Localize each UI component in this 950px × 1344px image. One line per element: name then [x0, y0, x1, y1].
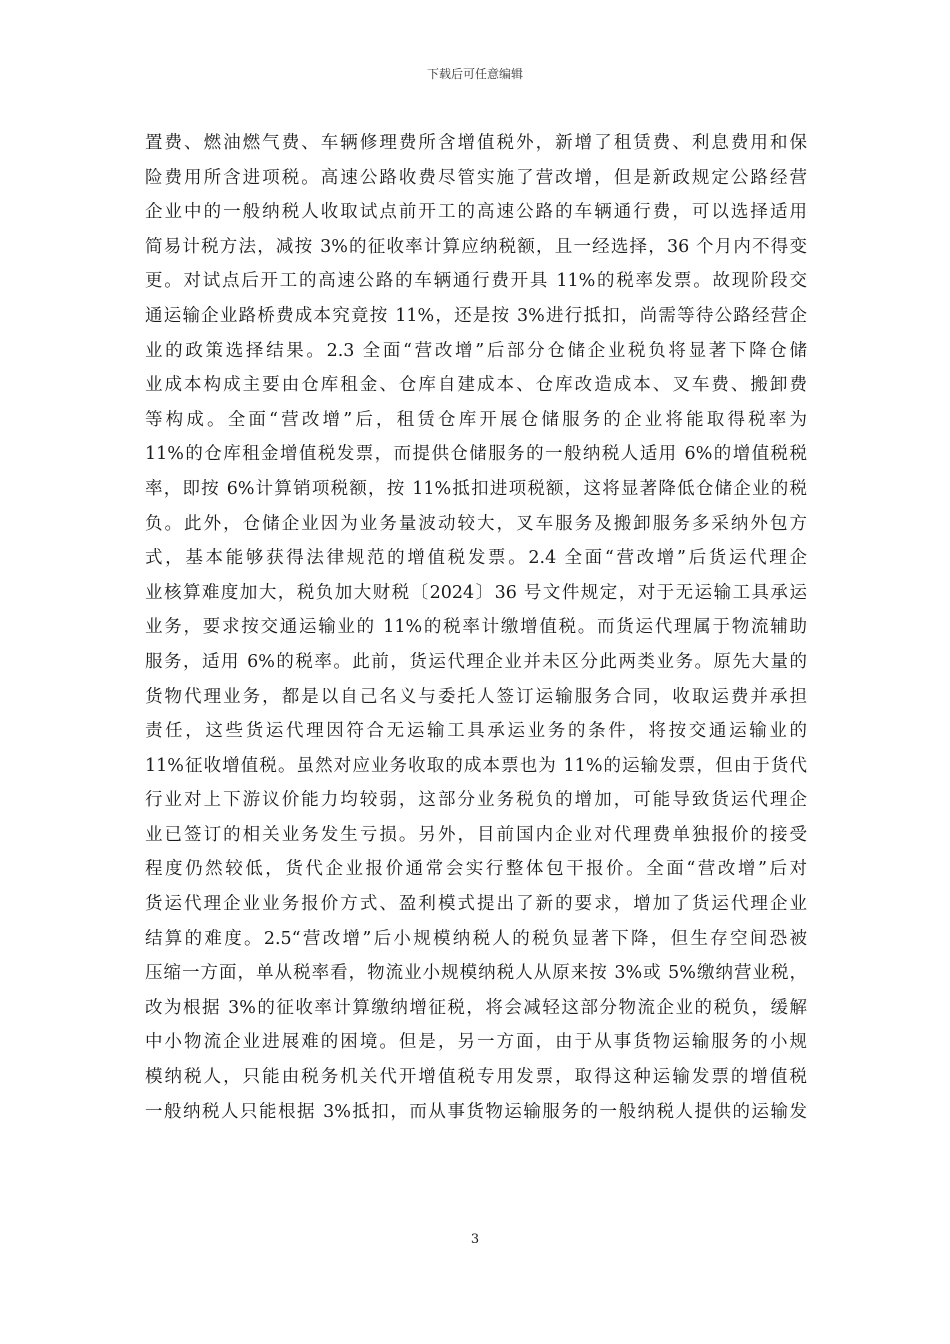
text-line: 货运代理企业业务报价方式、盈利模式提出了新的要求，增加了货运代理企业	[145, 894, 807, 915]
text-line: 结算的难度。2.5“营改增”后小规模纳税人的税负显著下降，但生存空间恐被	[145, 928, 807, 949]
text-line: 企业中的一般纳税人收取试点前开工的高速公路的车辆通行费，可以选择适用	[145, 202, 807, 223]
text-line: 一般纳税人只能根据 3%抵扣，而从事货物运输服务的一般纳税人提供的运输发	[145, 1101, 807, 1122]
text-line: 11%的仓库租金增值税发票，而提供仓储服务的一般纳税人适用 6%的增值税税	[145, 444, 807, 465]
text-line: 险费用所含进项税。高速公路收费尽管实施了营改增，但是新政规定公路经营	[145, 167, 807, 188]
text-line: 11%征收增值税。虽然对应业务收取的成本票也为 11%的运输发票，但由于货代	[145, 755, 807, 776]
page-header: 下载后可任意编辑	[426, 67, 523, 81]
text-line: 改为根据 3%的征收率计算缴纳增征税，将会减轻这部分物流企业的税负，缓解	[145, 997, 807, 1018]
text-line: 模纳税人，只能由税务机关代开增值税专用发票，取得这种运输发票的增值税	[145, 1067, 807, 1088]
body-text	[145, 126, 807, 1129]
text-line: 业已签订的相关业务发生亏损。另外，目前国内企业对代理费单独报价的接受	[145, 824, 807, 845]
page-number: 3	[470, 1232, 480, 1247]
text-line: 更。对试点后开工的高速公路的车辆通行费开具 11%的税率发票。故现阶段交	[145, 271, 807, 292]
text-line: 行业对上下游议价能力均较弱，这部分业务税负的增加，可能导致货运代理企	[145, 790, 807, 811]
text-line: 负。此外，仓储企业因为业务量波动较大，叉车服务及搬卸服务多采纳外包方	[145, 513, 807, 534]
text-line: 业核算难度加大，税负加大财税〔2024〕36 号文件规定，对于无运输工具承运	[145, 582, 807, 603]
text-line: 中小物流企业进展难的困境。但是，另一方面，由于从事货物运输服务的小规	[145, 1032, 807, 1053]
text-line: 置费、燃油燃气费、车辆修理费所含增值税外，新增了租赁费、利息费用和保	[145, 133, 807, 153]
text-line: 业成本构成主要由仓库租金、仓库自建成本、仓库改造成本、叉车费、搬卸费	[145, 375, 807, 396]
text-line: 业的政策选择结果。2.3 全面“营改增”后部分仓储企业税负将显著下降仓储	[145, 340, 807, 361]
text-line: 简易计税方法，减按 3%的征收率计算应纳税额，且一经选择，36 个月内不得变	[145, 236, 807, 257]
text-line: 式，基本能够获得法律规范的增值税发票。2.4 全面“营改增”后货运代理企	[145, 548, 807, 569]
text-line: 货物代理业务，都是以自己名义与委托人签订运输服务合同，收取运费并承担	[145, 686, 807, 707]
text-line: 压缩一方面，单从税率看，物流业小规模纳税人从原来按 3%或 5%缴纳营业税，	[145, 963, 807, 984]
text-line: 责任，这些货运代理因符合无运输工具承运业务的条件，将按交通运输业的	[145, 721, 807, 742]
text-line: 业务，要求按交通运输业的 11%的税率计缴增值税。而货运代理属于物流辅助	[145, 617, 807, 638]
text-line: 通运输企业路桥费成本究竟按 11%，还是按 3%进行抵扣，尚需等待公路经营企	[145, 305, 807, 326]
text-line: 等构成。全面“营改增”后，租赁仓库开展仓储服务的企业将能取得税率为	[145, 409, 807, 430]
text-line: 程度仍然较低，货代企业报价通常会实行整体包干报价。全面“营改增”后对	[145, 859, 807, 880]
text-line: 服务，适用 6%的税率。此前，货运代理企业并未区分此两类业务。原先大量的	[145, 651, 807, 672]
text-line: 率，即按 6%计算销项税额，按 11%抵扣进项税额，这将显著降低仓储企业的税	[145, 478, 807, 499]
